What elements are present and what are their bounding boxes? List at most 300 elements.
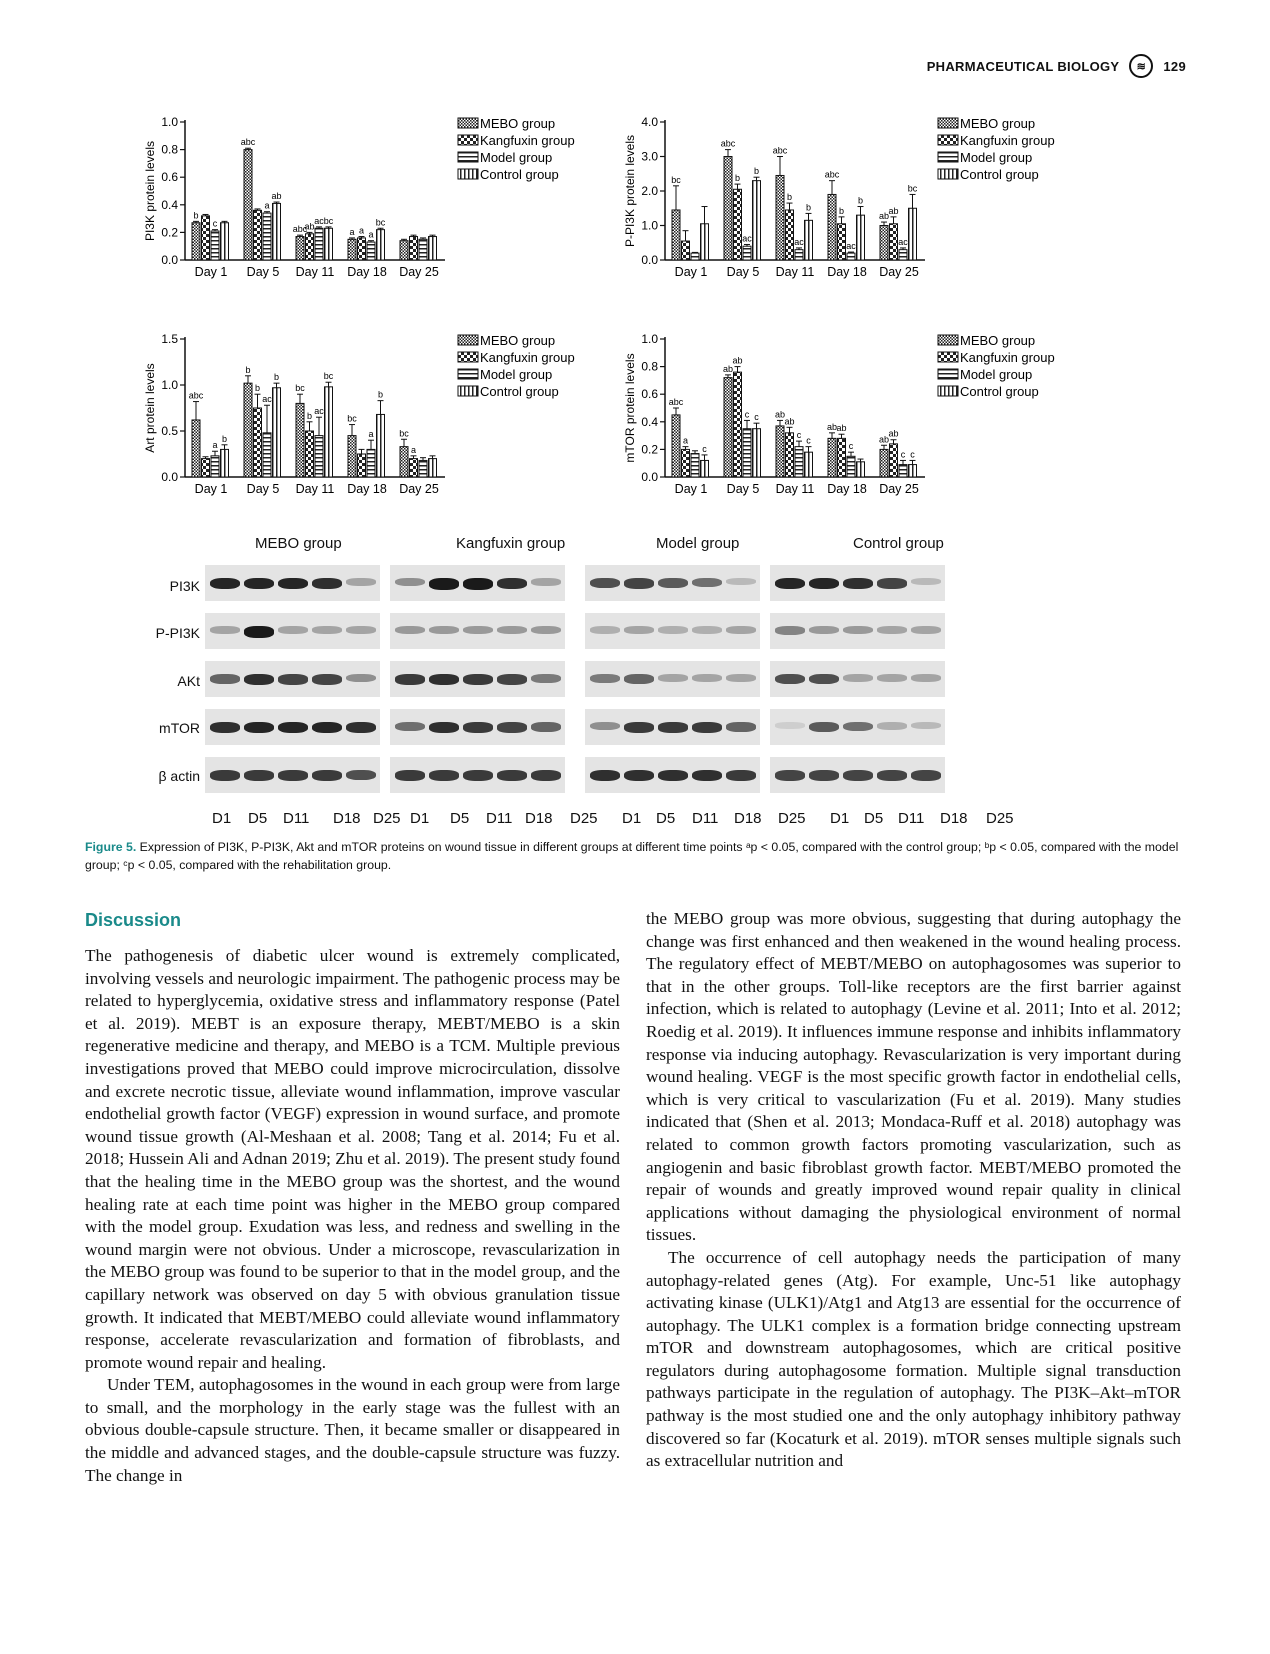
y-axis-label: Art protein levels [143, 363, 157, 453]
blot-group-title: Model group [656, 535, 740, 552]
blot-group-title: Kangfuxin group [456, 535, 566, 552]
bar [296, 237, 304, 260]
y-tick-label: 0.2 [161, 225, 178, 240]
bar [776, 426, 784, 477]
figure-caption-text: Expression of PI3K, P-PI3K, Akt and mTOR proteins on wound tissue in different groups at different time points ᵃp < 0.05, compared with the control group; ᵇp < 0.05, compared with the model group; ᶜp < 0.05, compared with the rehabilitation group. [85, 840, 1179, 872]
x-tick-label: Day 11 [775, 482, 815, 496]
blot-band [278, 674, 308, 685]
bar [805, 452, 813, 477]
legend-label: MEBO group [480, 116, 556, 131]
legend-label: Control group [480, 384, 559, 399]
bar [682, 241, 690, 260]
legend-swatch [938, 169, 958, 179]
y-tick-label: 1.0 [641, 332, 658, 346]
bar [838, 224, 846, 260]
blot-band [463, 770, 493, 781]
significance-label: ab [878, 211, 890, 222]
bar [786, 433, 794, 477]
significance-label: c [848, 441, 854, 452]
blot-band [624, 770, 654, 781]
blot-band [692, 626, 722, 634]
blot-panel [770, 565, 945, 601]
bar [691, 253, 699, 260]
bar [348, 436, 356, 477]
blot-panel [585, 661, 760, 697]
blot-band [658, 626, 688, 634]
bar [724, 157, 732, 261]
blot-band [624, 578, 654, 589]
blot-row-label: β actin [158, 768, 200, 784]
blot-band [692, 674, 722, 682]
bar [192, 223, 200, 260]
y-tick-label: 4.0 [641, 115, 658, 129]
blot-band [278, 626, 308, 634]
bar [743, 246, 751, 260]
bar [890, 444, 898, 477]
blot-band [463, 626, 493, 634]
significance-label: b [221, 433, 228, 444]
legend-swatch [458, 335, 478, 345]
text-column-left [85, 945, 620, 1487]
bar [743, 429, 751, 477]
bar-chart [620, 325, 1090, 515]
bar [847, 456, 855, 477]
legend-swatch [458, 169, 478, 179]
x-tick-label: Day 5 [726, 265, 760, 279]
significance-label: ab [774, 409, 786, 420]
blot-band [312, 578, 342, 589]
blot-panel [205, 613, 380, 649]
bar [734, 372, 742, 477]
blot-band [429, 626, 459, 634]
chart-p-pi3k [620, 108, 1090, 298]
blot-band [244, 626, 274, 638]
lane-label: D5 [450, 810, 470, 827]
bar [221, 449, 229, 477]
blot-band [531, 626, 561, 634]
blot-band [726, 770, 756, 781]
x-tick-label: Day 18 [347, 265, 387, 279]
blot-band [775, 626, 805, 635]
western-blot-figure [140, 535, 1020, 835]
legend-swatch [938, 369, 958, 379]
blot-band [278, 770, 308, 781]
blot-band [843, 578, 873, 589]
blot-band [726, 578, 756, 585]
bar [672, 415, 680, 477]
x-tick-label: Day 18 [347, 482, 387, 496]
blot-band [210, 626, 240, 634]
significance-label: c [900, 449, 906, 460]
paragraph: the MEBO group was more obvious, suggesting that during autophagy the change was first enhanced and then weakened in the wound healing process. The regulatory effect of MEBT/MEBO on autophagosomes was superior to that in the other groups. Toll-like receptors are the first barrier against infection, which is related to autophagy (Levine et al. 2011; Into et al. 2012; Roedig et al. 2019). It influences immune response and inhibits inflammatory response via inducing autophagy. Revascularization is very important during wound healing. VEGF is the most specific growth factor in endothelial cells, which is very critical to vascularization (Fu et al. 2019). Many studies indicated that (Shen et al. 2013; Mondaca-Ruff et al. 2018) autophagy was related to common growth factors promoting vascularization, such as angiogenin and basic fibroblast growth factor. MEBT/MEBO promoted the repair of wounds and greatly improved wound repair quality in clinical applications without damaging the physiological environment of normal tissues. [646, 909, 1181, 1245]
x-tick-label: Day 5 [726, 482, 760, 496]
significance-label: a [368, 229, 374, 240]
significance-label: ac [314, 406, 324, 417]
legend-swatch [938, 135, 958, 145]
bar [880, 226, 888, 261]
blot-band [658, 578, 688, 588]
journal-logo-icon: ≋ [1129, 54, 1153, 78]
blot-panel [585, 709, 760, 745]
lane-label: D5 [656, 810, 676, 827]
blot-row-label: P-PI3K [155, 625, 200, 641]
bar [857, 462, 865, 477]
lane-label: D25 [986, 810, 1014, 827]
blot-group-title: MEBO group [255, 535, 342, 552]
lane-label: D11 [486, 810, 513, 827]
bar [358, 238, 366, 260]
section-heading: Discussion [85, 910, 182, 930]
blot-panel [390, 613, 565, 649]
y-axis-label: PI3K protein levels [143, 140, 157, 242]
blot-band [210, 770, 240, 781]
blot-band [843, 626, 873, 634]
y-tick-label: 0.0 [161, 253, 178, 267]
blot-band [775, 674, 805, 684]
blot-band [658, 722, 688, 733]
blot-band [809, 674, 839, 684]
bar [880, 449, 888, 477]
legend-swatch [458, 118, 478, 128]
bar [776, 175, 784, 260]
bar [691, 454, 699, 477]
legend-swatch [458, 135, 478, 145]
lane-label: D25 [778, 810, 806, 827]
bar [795, 447, 803, 477]
lane-label: D11 [898, 810, 925, 827]
blot-band [590, 722, 620, 730]
bar [358, 454, 366, 477]
lane-label: D1 [622, 810, 642, 827]
blot-band [429, 674, 459, 685]
significance-label: a [358, 225, 365, 236]
blot-band [497, 770, 527, 781]
bar [429, 459, 437, 477]
bar [786, 210, 794, 260]
significance-label: abc [292, 224, 308, 235]
blot-panel [390, 661, 565, 697]
bar [273, 388, 281, 477]
blot-band [244, 674, 274, 685]
blot-band [312, 674, 342, 685]
bar [273, 203, 281, 260]
legend-swatch [458, 369, 478, 379]
running-header [927, 54, 1186, 78]
legend-label: Kangfuxin group [960, 133, 1055, 148]
significance-label: c [806, 435, 811, 446]
legend-label: Control group [480, 167, 559, 182]
blot-band [429, 722, 459, 733]
blot-panel [205, 565, 380, 601]
significance-label: b [753, 166, 760, 177]
bar [701, 224, 709, 260]
bar [429, 237, 437, 260]
blot-panel [390, 709, 565, 745]
x-tick-label: Day 1 [194, 265, 228, 279]
significance-label: ac [794, 236, 804, 247]
blot-band [809, 722, 839, 732]
blot-band [658, 674, 688, 682]
paragraph: Under TEM, autophagosomes in the wound in each group were from large to small, and the morphology in the early stage was the fullest with an obvious double-capsule structure. Then, it became smaller or disappeared in the middle and advanced stages, and the double-capsule structure was fuzzy. The change in [85, 1375, 620, 1485]
bar [899, 250, 907, 260]
bar-chart [620, 108, 1090, 298]
y-tick-label: 0.4 [641, 414, 658, 429]
legend-label: Model group [960, 150, 1033, 165]
significance-label: abc [240, 137, 256, 148]
bar [838, 438, 846, 477]
bar [899, 465, 907, 477]
bar [377, 414, 385, 477]
significance-label: ab [888, 428, 899, 439]
figure-caption [85, 838, 1185, 874]
significance-label: bc [375, 217, 386, 228]
significance-label: bc [399, 428, 409, 439]
bar [795, 250, 803, 260]
y-axis-label: P-PI3K protein levels [623, 134, 637, 248]
y-tick-label: 0.6 [161, 170, 178, 185]
bar [410, 459, 418, 477]
legend-swatch [938, 152, 958, 162]
x-tick-label: Day 25 [879, 265, 919, 279]
text-column-right [646, 908, 1181, 1473]
significance-label: ab [878, 434, 890, 445]
bar [724, 378, 732, 477]
bar [367, 449, 375, 477]
significance-label: ac [898, 236, 908, 247]
x-tick-label: Day 5 [246, 265, 280, 279]
blot-band [531, 578, 561, 586]
significance-label: a [368, 429, 374, 440]
lane-label: D1 [212, 810, 232, 827]
blot-group-title: Control group [853, 535, 944, 552]
significance-label: abc [668, 397, 684, 407]
bar [805, 220, 813, 260]
significance-label: a [682, 435, 689, 446]
blot-panel [770, 757, 945, 793]
blot-band [395, 770, 425, 781]
blot-band [843, 674, 873, 682]
blot-band [210, 722, 240, 733]
significance-label: abc [824, 169, 840, 180]
bar [419, 460, 427, 477]
significance-label: a [264, 200, 270, 211]
chart-mtor [620, 325, 1090, 515]
lane-label: D18 [734, 810, 762, 827]
significance-label: c [910, 449, 915, 460]
bar [254, 408, 262, 477]
bar-chart [140, 108, 610, 298]
blot-band [244, 578, 274, 589]
bar [377, 230, 385, 260]
significance-label: abc [188, 390, 204, 401]
bar [315, 436, 323, 477]
significance-label: bc [323, 215, 334, 226]
blot-band [692, 770, 722, 781]
x-tick-label: Day 1 [194, 482, 228, 496]
y-tick-label: 0.2 [641, 442, 658, 457]
significance-label: ab [722, 363, 734, 374]
legend-label: MEBO group [960, 116, 1036, 131]
blot-panel [585, 565, 760, 601]
blot-band [624, 722, 654, 733]
lane-label: D1 [830, 810, 850, 827]
bar [306, 431, 314, 477]
significance-label: b [273, 372, 280, 383]
bar [296, 403, 304, 477]
blot-band [497, 626, 527, 634]
legend-swatch [938, 352, 958, 362]
blot-band [346, 626, 376, 634]
page-number: 129 [1163, 58, 1186, 74]
blot-band [590, 578, 620, 588]
bar [221, 223, 229, 260]
significance-label: ac [262, 394, 272, 405]
y-tick-label: 1.0 [161, 378, 178, 392]
blot-panel [390, 757, 565, 793]
bar [672, 210, 680, 260]
blot-band [809, 578, 839, 589]
legend-label: MEBO group [960, 333, 1036, 348]
significance-label: ab [304, 221, 315, 232]
x-tick-label: Day 18 [827, 482, 867, 496]
significance-label: b [838, 205, 845, 216]
blot-band [658, 770, 688, 781]
blot-panel [770, 613, 945, 649]
bar [202, 216, 210, 260]
blot-band [346, 578, 376, 586]
lane-label: D11 [692, 810, 719, 827]
significance-label: c [744, 409, 750, 420]
blot-band [911, 770, 941, 781]
x-tick-label: Day 18 [827, 265, 867, 279]
blot-band [877, 722, 907, 730]
blot-panel [205, 757, 380, 793]
y-tick-label: 1.0 [161, 115, 178, 129]
significance-label: abc [772, 145, 788, 156]
legend-label: MEBO group [480, 333, 556, 348]
blot-band [726, 722, 756, 732]
blot-band [312, 722, 342, 733]
significance-label: b [786, 192, 793, 203]
significance-label: bc [323, 371, 334, 382]
bar [244, 383, 252, 477]
bar [348, 239, 356, 260]
blot-band [395, 626, 425, 634]
bar [325, 228, 333, 260]
y-tick-label: 1.0 [641, 218, 658, 233]
legend-label: Kangfuxin group [480, 133, 575, 148]
y-tick-label: 0.8 [161, 142, 178, 157]
bar [419, 239, 427, 260]
bar [847, 253, 855, 260]
bar [367, 242, 375, 260]
significance-label: ab [888, 205, 899, 216]
bar [701, 460, 709, 477]
blot-band [497, 578, 527, 589]
blot-band [911, 674, 941, 682]
significance-label: bc [295, 383, 305, 394]
blot-band [463, 674, 493, 685]
legend-swatch [458, 352, 478, 362]
blot-band [775, 722, 805, 729]
blot-band [346, 674, 376, 682]
blot-band [395, 722, 425, 731]
blot-band [590, 626, 620, 634]
legend-label: Model group [480, 150, 553, 165]
x-tick-label: Day 25 [399, 482, 439, 496]
significance-label: ac [846, 241, 856, 252]
significance-label: abc [720, 138, 736, 149]
bar [909, 208, 917, 260]
bar [325, 387, 333, 477]
blot-band [312, 770, 342, 781]
bar [857, 215, 865, 260]
lane-label: D25 [373, 810, 401, 827]
blot-panel [585, 613, 760, 649]
chart-pi3k [140, 108, 610, 298]
y-tick-label: 2.0 [641, 184, 658, 198]
blot-row-label: PI3K [169, 578, 200, 594]
blot-band [911, 626, 941, 634]
bar [753, 429, 761, 477]
significance-label: ab [826, 421, 838, 432]
x-tick-label: Day 25 [879, 482, 919, 496]
blot-panel [585, 757, 760, 793]
blot-band [312, 626, 342, 634]
blot-band [775, 578, 805, 589]
x-tick-label: Day 11 [295, 482, 335, 496]
blot-band [346, 770, 376, 780]
blot-band [911, 722, 941, 729]
lane-label: D5 [248, 810, 268, 827]
significance-label: b [245, 364, 251, 375]
significance-label: b [254, 383, 261, 394]
x-tick-label: Day 11 [295, 265, 335, 279]
blot-band [624, 626, 654, 634]
blot-band [624, 674, 654, 684]
blot-panel [770, 661, 945, 697]
bar-chart [140, 325, 610, 515]
blot-panel [205, 661, 380, 697]
blot-band [395, 674, 425, 685]
blot-band [590, 674, 620, 683]
blot-band [244, 722, 274, 733]
y-tick-label: 0.5 [161, 424, 178, 438]
blot-band [911, 578, 941, 585]
significance-label: ab [732, 355, 743, 366]
lane-label: D1 [410, 810, 430, 827]
y-tick-label: 0.0 [641, 253, 658, 267]
y-tick-label: 0.6 [641, 387, 658, 402]
significance-label: bc [671, 174, 681, 185]
significance-label: bc [347, 413, 357, 424]
blot-band [278, 578, 308, 589]
bar [254, 210, 262, 260]
blot-band [429, 770, 459, 781]
legend-swatch [938, 386, 958, 396]
bar [400, 447, 408, 477]
significance-label: ab [271, 191, 282, 202]
y-tick-label: 3.0 [641, 149, 658, 164]
blot-band [692, 578, 722, 587]
significance-label: ab [836, 423, 847, 434]
bar [410, 237, 418, 260]
blot-band [497, 722, 527, 733]
lane-label: D18 [333, 810, 361, 827]
significance-label: b [193, 210, 199, 221]
significance-label: b [805, 202, 812, 213]
significance-label: ac [314, 215, 324, 226]
